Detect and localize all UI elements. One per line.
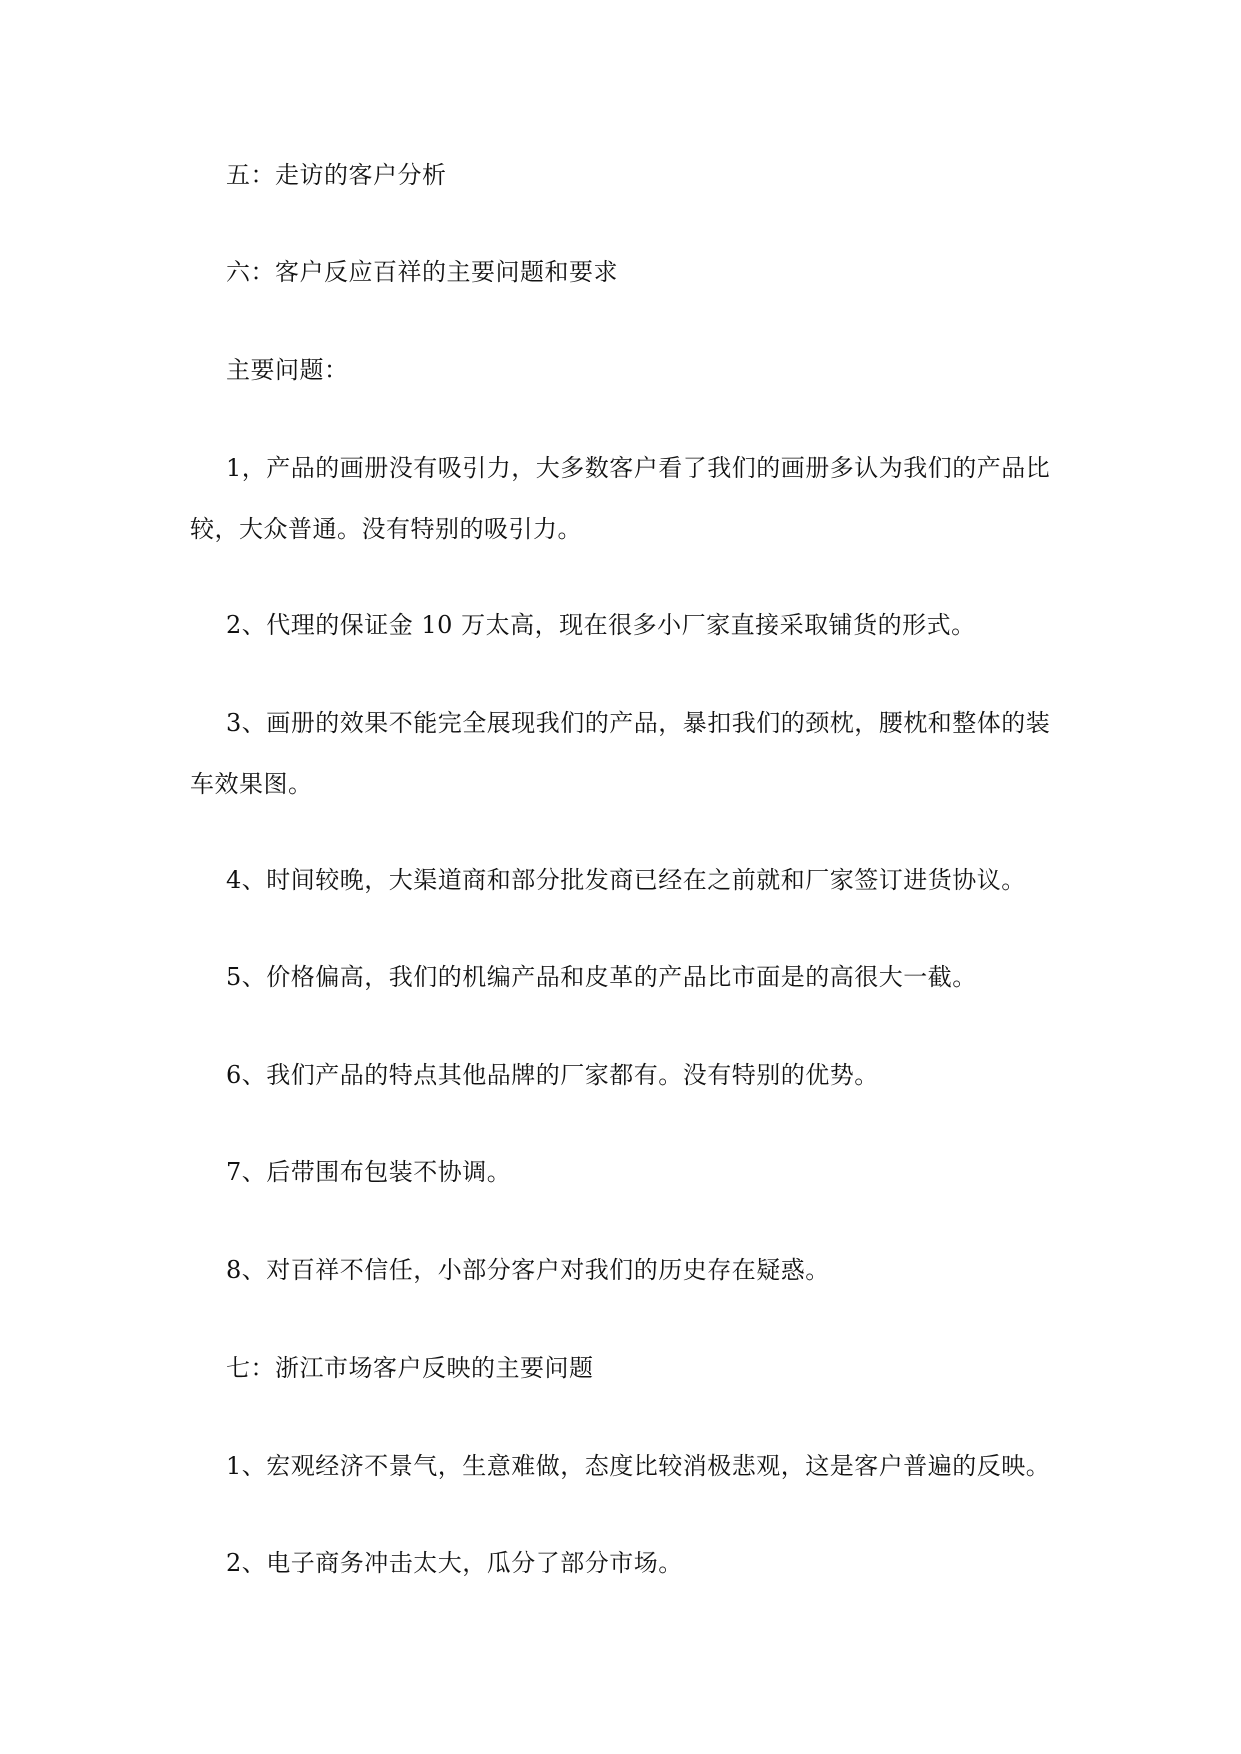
zhejiang-item-2: 2、电子商务冲击太大，瓜分了部分市场。 — [226, 1549, 683, 1577]
problem-item-2: 2、代理的保证金 10 万太高，现在很多小厂家直接采取铺货的形式。 — [226, 611, 976, 639]
problem-item-7: 7、后带围布包装不协调。 — [226, 1158, 512, 1186]
section-heading-6: 六：客户反应百祥的主要问题和要求 — [226, 258, 618, 286]
section-heading-5: 五：走访的客户分析 — [226, 161, 447, 189]
problem-item-8: 8、对百祥不信任，小部分客户对我们的历史存在疑惑。 — [226, 1256, 830, 1284]
section-heading-7: 七：浙江市场客户反映的主要问题 — [226, 1354, 594, 1382]
problem-item-1: 1，产品的画册没有吸引力，大多数客户看了我们的画册多认为我们的产品比较，大众普通。没有特别的吸引力。 — [190, 454, 1051, 543]
problem-item-3: 3、画册的效果不能完全展现我们的产品，暴扣我们的颈枕，腰枕和整体的装车效果图。 — [190, 709, 1051, 798]
zhejiang-item-1: 1、宏观经济不景气，生意难做，态度比较消极悲观，这是客户普遍的反映。 — [226, 1452, 1051, 1480]
problem-item-6: 6、我们产品的特点其他品牌的厂家都有。没有特别的优势。 — [226, 1061, 879, 1089]
problem-item-4: 4、时间较晚，大渠道商和部分批发商已经在之前就和厂家签订进货协议。 — [226, 866, 1026, 894]
problem-item-5: 5、价格偏高，我们的机编产品和皮革的产品比市面是的高很大一截。 — [226, 963, 977, 991]
subheading-main-problems: 主要问题： — [226, 356, 349, 384]
